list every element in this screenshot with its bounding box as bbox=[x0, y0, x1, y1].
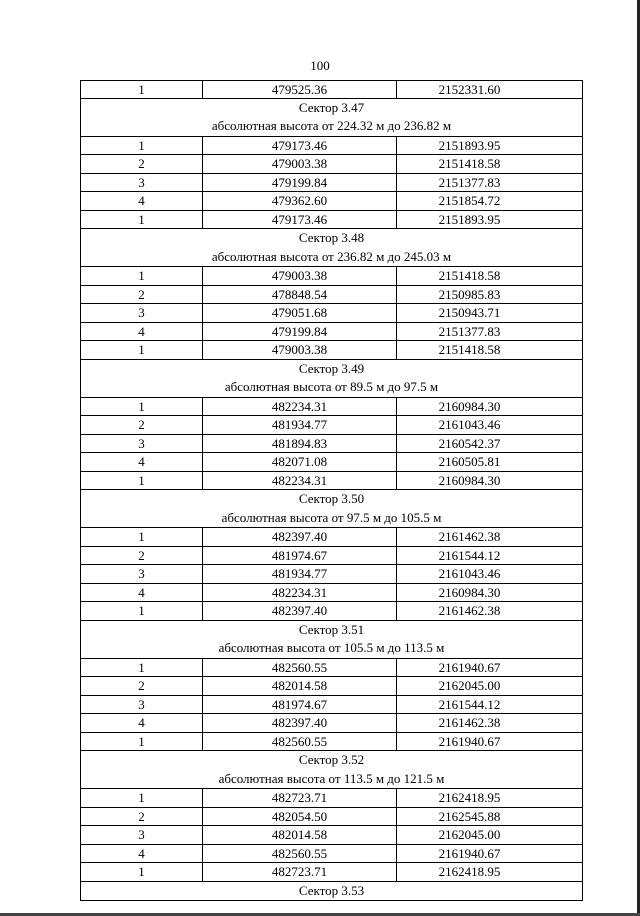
point-number: 1 bbox=[81, 528, 203, 546]
x-coordinate: 482054.50 bbox=[203, 808, 397, 826]
y-coordinate: 2160505.81 bbox=[438, 454, 501, 469]
sector-altitude: абсолютная высота от 113.5 м до 121.5 м bbox=[218, 770, 445, 786]
x-coordinate: 482014.58 bbox=[203, 677, 397, 695]
x-coordinate: 482723.71 bbox=[203, 789, 397, 807]
sector-altitude: абсолютная высота от 236.82 м до 245.03 м bbox=[211, 248, 452, 264]
x-coordinate: 479173.46 bbox=[203, 137, 397, 155]
point-number: 1 bbox=[81, 733, 203, 751]
point-number: 1 bbox=[81, 863, 203, 881]
table-row bbox=[80, 155, 583, 174]
x-coordinate: 482234.31 bbox=[203, 398, 397, 416]
sector-header bbox=[80, 882, 583, 902]
y-coordinate: 2151377.83 bbox=[438, 323, 501, 339]
y-coordinate: 2161544.12 bbox=[438, 547, 501, 563]
table-row bbox=[80, 323, 583, 342]
point-number: 1 bbox=[81, 211, 203, 229]
x-coordinate: 482560.55 bbox=[203, 733, 397, 751]
point-number: 2 bbox=[81, 155, 203, 173]
point-number: 3 bbox=[81, 565, 203, 583]
sector-title: Сектор 3.49 bbox=[298, 360, 365, 376]
table-row bbox=[80, 602, 583, 621]
y-coordinate: 2161462.38 bbox=[438, 715, 501, 730]
point-number: 3 bbox=[81, 174, 203, 192]
y-coordinate: 2161462.38 bbox=[438, 603, 501, 618]
table-row bbox=[80, 286, 583, 305]
x-coordinate: 482071.08 bbox=[203, 453, 397, 471]
point-number: 4 bbox=[81, 323, 203, 341]
point-number: 1 bbox=[81, 81, 203, 98]
sector-title: Сектор 3.47 bbox=[298, 99, 365, 115]
sector-header bbox=[80, 99, 583, 137]
y-coordinate: 2151854.72 bbox=[438, 193, 501, 208]
x-coordinate: 479003.38 bbox=[203, 267, 397, 285]
x-coordinate: 481974.67 bbox=[203, 547, 397, 565]
y-coordinate: 2161544.12 bbox=[438, 696, 501, 712]
y-coordinate: 2161462.38 bbox=[438, 529, 501, 544]
x-coordinate: 481934.77 bbox=[203, 565, 397, 583]
x-coordinate: 482014.58 bbox=[203, 826, 397, 844]
y-coordinate: 2160984.30 bbox=[438, 584, 501, 600]
sector-header bbox=[80, 621, 583, 659]
y-coordinate: 2161940.67 bbox=[438, 659, 501, 675]
x-coordinate: 479525.36 bbox=[203, 81, 397, 98]
y-coordinate: 2162418.95 bbox=[438, 864, 501, 879]
x-coordinate: 482560.55 bbox=[203, 845, 397, 863]
table-row bbox=[80, 472, 583, 491]
x-coordinate: 479003.38 bbox=[203, 155, 397, 173]
y-coordinate: 2151418.58 bbox=[438, 156, 501, 171]
x-coordinate: 482560.55 bbox=[203, 659, 397, 677]
point-number: 1 bbox=[81, 602, 203, 620]
table-row bbox=[80, 211, 583, 230]
y-coordinate: 2160542.37 bbox=[438, 435, 501, 451]
sector-header bbox=[80, 229, 583, 267]
point-number: 2 bbox=[81, 286, 203, 304]
table-row bbox=[80, 826, 583, 845]
table-row bbox=[80, 677, 583, 696]
table-row bbox=[80, 192, 583, 211]
table-row bbox=[80, 808, 583, 827]
x-coordinate: 479173.46 bbox=[203, 211, 397, 229]
table-row bbox=[80, 174, 583, 193]
table-row bbox=[80, 659, 583, 678]
x-coordinate: 482397.40 bbox=[203, 714, 397, 732]
table-row bbox=[80, 304, 583, 323]
sector-header bbox=[80, 751, 583, 789]
x-coordinate: 481934.77 bbox=[203, 416, 397, 434]
sector-header bbox=[80, 490, 583, 528]
x-coordinate: 481894.83 bbox=[203, 435, 397, 453]
point-number: 2 bbox=[81, 547, 203, 565]
point-number: 4 bbox=[81, 845, 203, 863]
y-coordinate: 2151418.58 bbox=[438, 268, 501, 283]
y-coordinate: 2161043.46 bbox=[438, 417, 501, 432]
table-row bbox=[80, 416, 583, 435]
y-coordinate: 2161940.67 bbox=[438, 845, 501, 861]
table-row bbox=[80, 565, 583, 584]
point-number: 1 bbox=[81, 789, 203, 807]
point-number: 4 bbox=[81, 714, 203, 732]
point-number: 1 bbox=[81, 267, 203, 285]
point-number: 3 bbox=[81, 304, 203, 322]
x-coordinate: 479051.68 bbox=[203, 304, 397, 322]
y-coordinate: 2151377.83 bbox=[438, 174, 501, 190]
y-coordinate: 2150985.83 bbox=[438, 286, 501, 302]
y-coordinate: 2161940.67 bbox=[438, 733, 501, 749]
table-row bbox=[80, 137, 583, 156]
x-coordinate: 479199.84 bbox=[203, 174, 397, 192]
point-number: 4 bbox=[81, 584, 203, 602]
y-coordinate: 2162045.00 bbox=[438, 678, 501, 693]
y-coordinate: 2162045.00 bbox=[438, 827, 501, 842]
y-coordinate: 2150943.71 bbox=[438, 305, 501, 320]
y-coordinate: 2161043.46 bbox=[438, 566, 501, 581]
table-row bbox=[80, 267, 583, 286]
table-row bbox=[80, 845, 583, 864]
coordinates-table bbox=[80, 80, 583, 901]
x-coordinate: 478848.54 bbox=[203, 286, 397, 304]
sector-title: Сектор 3.51 bbox=[298, 621, 365, 637]
sector-title: Сектор 3.48 bbox=[298, 230, 365, 245]
point-number: 1 bbox=[81, 659, 203, 677]
x-coordinate: 482397.40 bbox=[203, 602, 397, 620]
sector-title: Сектор 3.53 bbox=[298, 882, 365, 898]
y-coordinate: 2162545.88 bbox=[438, 808, 501, 824]
table-row bbox=[80, 341, 583, 360]
point-number: 2 bbox=[81, 416, 203, 434]
sector-altitude: абсолютная высота от 89.5 м до 97.5 м bbox=[224, 379, 439, 394]
sector-title: Сектор 3.50 bbox=[298, 491, 365, 506]
sector-altitude: абсолютная высота от 97.5 м до 105.5 м bbox=[221, 509, 442, 525]
point-number: 2 bbox=[81, 677, 203, 695]
sector-altitude: абсолютная высота от 224.32 м до 236.82 м bbox=[211, 118, 452, 133]
y-coordinate: 2160984.30 bbox=[438, 472, 501, 488]
y-coordinate: 2151418.58 bbox=[438, 342, 501, 357]
point-number: 2 bbox=[81, 808, 203, 826]
table-row bbox=[80, 453, 583, 472]
point-number: 3 bbox=[81, 826, 203, 844]
point-number: 4 bbox=[81, 192, 203, 210]
table-row bbox=[80, 528, 583, 547]
y-coordinate: 2162418.95 bbox=[438, 790, 501, 805]
x-coordinate: 482234.31 bbox=[203, 472, 397, 490]
page-number: 100 bbox=[310, 58, 330, 73]
x-coordinate: 479199.84 bbox=[203, 323, 397, 341]
point-number: 1 bbox=[81, 398, 203, 416]
x-coordinate: 479362.60 bbox=[203, 192, 397, 210]
table-row bbox=[80, 547, 583, 566]
point-number: 1 bbox=[81, 472, 203, 490]
point-number: 3 bbox=[81, 435, 203, 453]
table-row bbox=[80, 789, 583, 808]
y-coordinate: 2160984.30 bbox=[438, 398, 501, 414]
x-coordinate: 482234.31 bbox=[203, 584, 397, 602]
x-coordinate: 482723.71 bbox=[203, 863, 397, 881]
sector-altitude: абсолютная высота от 105.5 м до 113.5 м bbox=[218, 640, 445, 655]
x-coordinate: 481974.67 bbox=[203, 696, 397, 714]
table-row bbox=[80, 584, 583, 603]
sector-title: Сектор 3.52 bbox=[298, 752, 365, 767]
table-row bbox=[80, 733, 583, 752]
table-row bbox=[80, 398, 583, 417]
table-row bbox=[80, 696, 583, 715]
y-coordinate: 2151893.95 bbox=[438, 211, 501, 227]
point-number: 1 bbox=[81, 341, 203, 359]
point-number: 1 bbox=[81, 137, 203, 155]
table-row bbox=[80, 714, 583, 733]
point-number: 4 bbox=[81, 453, 203, 471]
table-row bbox=[80, 435, 583, 454]
table-row bbox=[80, 863, 583, 882]
x-coordinate: 479003.38 bbox=[203, 341, 397, 359]
y-coordinate: 2152331.60 bbox=[438, 82, 501, 97]
point-number: 3 bbox=[81, 696, 203, 714]
sector-header bbox=[80, 360, 583, 398]
table-row bbox=[80, 80, 583, 99]
x-coordinate: 482397.40 bbox=[203, 528, 397, 546]
y-coordinate: 2151893.95 bbox=[438, 137, 501, 153]
